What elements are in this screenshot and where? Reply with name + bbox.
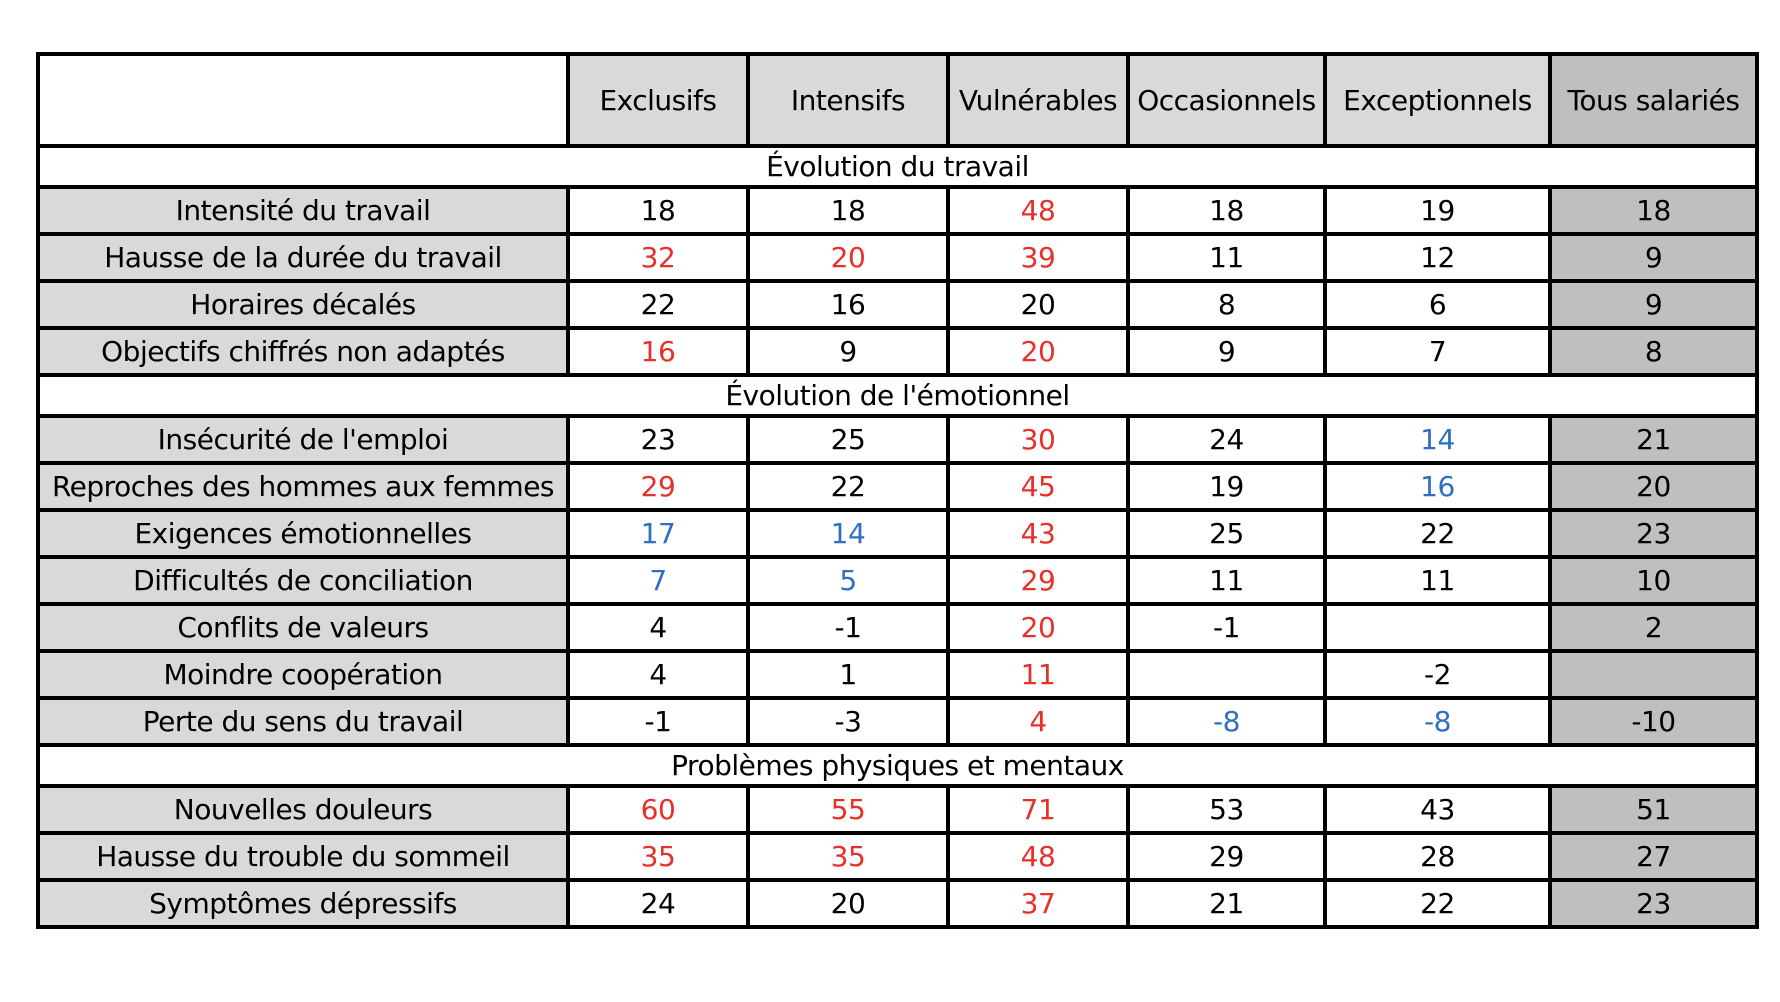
value-cell-vulnerables: 20 [948,328,1128,375]
row-label: Horaires décalés [38,281,568,328]
value-cell-exclusifs: 7 [568,557,748,604]
table-row [38,463,1757,510]
table-row [38,234,1757,281]
value-cell-intensifs: 25 [748,416,948,463]
value-cell-tous-salaries [1550,651,1757,698]
value-cell-exceptionnels: 22 [1325,880,1550,927]
value-cell-occasionnels: 19 [1128,463,1325,510]
value-cell-exclusifs: 32 [568,234,748,281]
section-title: Évolution du travail [38,146,1757,187]
value-cell-vulnerables: 20 [948,281,1128,328]
value-cell-tous-salaries: 21 [1550,416,1757,463]
value-cell-vulnerables: 30 [948,416,1128,463]
value-cell-intensifs: 14 [748,510,948,557]
value-cell-exclusifs: 35 [568,833,748,880]
value-cell-intensifs: 5 [748,557,948,604]
value-cell-tous-salaries: 20 [1550,463,1757,510]
section-row [38,745,1757,786]
table-row [38,187,1757,234]
results-table [36,52,1759,929]
table-row [38,557,1757,604]
table-row [38,604,1757,651]
row-label: Exigences émotionnelles [38,510,568,557]
table-row [38,880,1757,927]
value-cell-exceptionnels: 22 [1325,510,1550,557]
value-cell-exceptionnels: 6 [1325,281,1550,328]
value-cell-exceptionnels: 16 [1325,463,1550,510]
value-cell-vulnerables: 37 [948,880,1128,927]
row-label: Conflits de valeurs [38,604,568,651]
table-row [38,698,1757,745]
value-cell-vulnerables: 4 [948,698,1128,745]
value-cell-occasionnels [1128,651,1325,698]
value-cell-exclusifs: 24 [568,880,748,927]
row-label: Nouvelles douleurs [38,786,568,833]
row-label: Intensité du travail [38,187,568,234]
value-cell-exceptionnels: 14 [1325,416,1550,463]
value-cell-exceptionnels: 28 [1325,833,1550,880]
row-label: Symptômes dépressifs [38,880,568,927]
value-cell-occasionnels: -8 [1128,698,1325,745]
value-cell-occasionnels: -1 [1128,604,1325,651]
value-cell-occasionnels: 18 [1128,187,1325,234]
value-cell-exceptionnels: 43 [1325,786,1550,833]
value-cell-exceptionnels: 19 [1325,187,1550,234]
value-cell-intensifs: 35 [748,833,948,880]
value-cell-exceptionnels: 7 [1325,328,1550,375]
value-cell-tous-salaries: 9 [1550,234,1757,281]
value-cell-exclusifs: 17 [568,510,748,557]
value-cell-occasionnels: 21 [1128,880,1325,927]
section-row [38,146,1757,187]
value-cell-vulnerables: 20 [948,604,1128,651]
column-header-intensifs: Intensifs [748,54,948,146]
value-cell-exclusifs: 4 [568,604,748,651]
table-row [38,328,1757,375]
value-cell-vulnerables: 39 [948,234,1128,281]
value-cell-tous-salaries: 8 [1550,328,1757,375]
value-cell-tous-salaries: 10 [1550,557,1757,604]
value-cell-exclusifs: 23 [568,416,748,463]
section-title: Évolution de l'émotionnel [38,375,1757,416]
value-cell-intensifs: -1 [748,604,948,651]
value-cell-tous-salaries: 9 [1550,281,1757,328]
header-corner [38,54,568,146]
table-row [38,416,1757,463]
value-cell-exclusifs: 4 [568,651,748,698]
value-cell-exceptionnels: 11 [1325,557,1550,604]
table-row [38,651,1757,698]
value-cell-vulnerables: 48 [948,187,1128,234]
value-cell-exceptionnels: -2 [1325,651,1550,698]
value-cell-vulnerables: 71 [948,786,1128,833]
value-cell-intensifs: 55 [748,786,948,833]
value-cell-vulnerables: 29 [948,557,1128,604]
header-row [38,54,1757,146]
value-cell-occasionnels: 8 [1128,281,1325,328]
value-cell-exclusifs: 60 [568,786,748,833]
row-label: Insécurité de l'emploi [38,416,568,463]
value-cell-intensifs: 20 [748,234,948,281]
row-label: Hausse du trouble du sommeil [38,833,568,880]
value-cell-vulnerables: 45 [948,463,1128,510]
section-title: Problèmes physiques et mentaux [38,745,1757,786]
value-cell-tous-salaries: 51 [1550,786,1757,833]
section-row [38,375,1757,416]
value-cell-occasionnels: 11 [1128,234,1325,281]
value-cell-occasionnels: 29 [1128,833,1325,880]
value-cell-intensifs: 20 [748,880,948,927]
value-cell-exceptionnels [1325,604,1550,651]
value-cell-occasionnels: 24 [1128,416,1325,463]
value-cell-occasionnels: 11 [1128,557,1325,604]
row-label: Perte du sens du travail [38,698,568,745]
value-cell-intensifs: 18 [748,187,948,234]
value-cell-intensifs: -3 [748,698,948,745]
value-cell-exclusifs: 16 [568,328,748,375]
table-row [38,786,1757,833]
row-label: Difficultés de conciliation [38,557,568,604]
value-cell-vulnerables: 43 [948,510,1128,557]
column-header-tous-salaries: Tous salariés [1550,54,1757,146]
column-header-exclusifs: Exclusifs [568,54,748,146]
column-header-vulnerables: Vulnérables [948,54,1128,146]
value-cell-vulnerables: 11 [948,651,1128,698]
column-header-exceptionnels: Exceptionnels [1325,54,1550,146]
value-cell-exclusifs: -1 [568,698,748,745]
value-cell-exclusifs: 29 [568,463,748,510]
value-cell-intensifs: 22 [748,463,948,510]
value-cell-tous-salaries: 23 [1550,510,1757,557]
value-cell-occasionnels: 53 [1128,786,1325,833]
value-cell-intensifs: 16 [748,281,948,328]
value-cell-exclusifs: 22 [568,281,748,328]
value-cell-vulnerables: 48 [948,833,1128,880]
value-cell-occasionnels: 9 [1128,328,1325,375]
value-cell-tous-salaries: 27 [1550,833,1757,880]
value-cell-intensifs: 9 [748,328,948,375]
row-label: Hausse de la durée du travail [38,234,568,281]
value-cell-exclusifs: 18 [568,187,748,234]
table-row [38,281,1757,328]
value-cell-intensifs: 1 [748,651,948,698]
table-row [38,833,1757,880]
value-cell-occasionnels: 25 [1128,510,1325,557]
value-cell-exceptionnels: 12 [1325,234,1550,281]
value-cell-tous-salaries: 18 [1550,187,1757,234]
column-header-occasionnels: Occasionnels [1128,54,1325,146]
value-cell-exceptionnels: -8 [1325,698,1550,745]
value-cell-tous-salaries: -10 [1550,698,1757,745]
row-label: Reproches des hommes aux femmes [38,463,568,510]
row-label: Objectifs chiffrés non adaptés [38,328,568,375]
value-cell-tous-salaries: 2 [1550,604,1757,651]
value-cell-tous-salaries: 23 [1550,880,1757,927]
table-row [38,510,1757,557]
row-label: Moindre coopération [38,651,568,698]
